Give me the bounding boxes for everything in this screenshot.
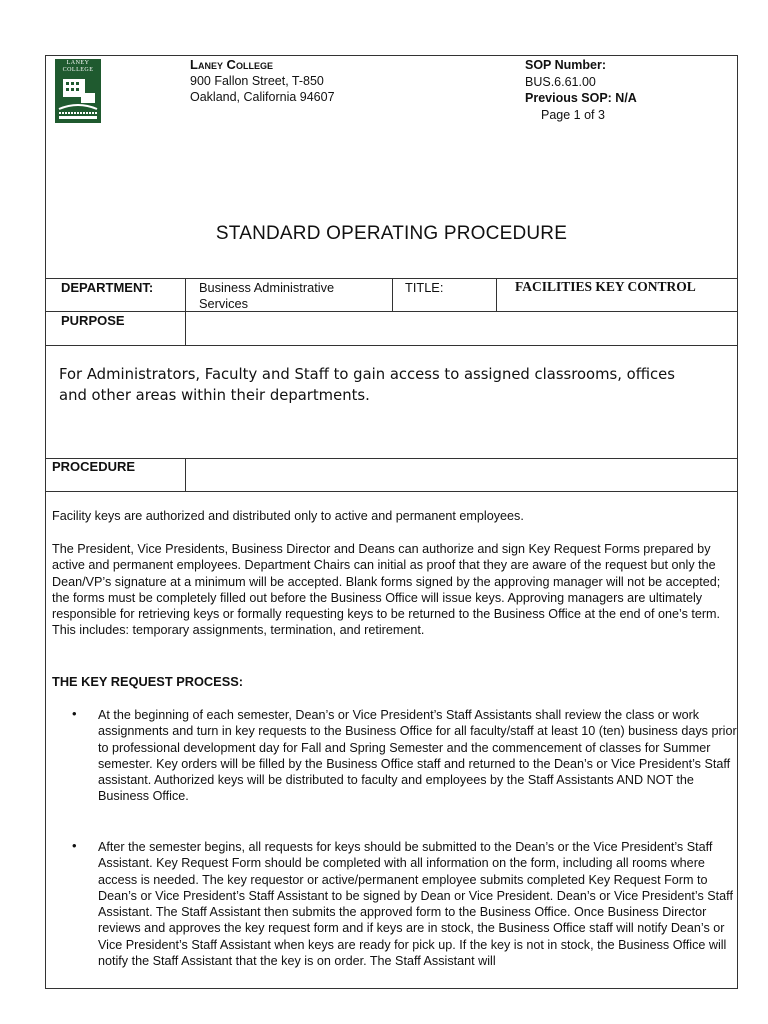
college-address-block xyxy=(190,57,335,105)
bullet-item-2: After the semester begins, all requests for keys should be submitted to the Dean’s or the Vice President’s Staff Assistant. Key Request Form should be completed with all information on the form, including all rooms where access is needed. The key requestor or active/permanent employee submits completed Key Request Form to Dean’s or Vice President’s Staff Assistant to be signed by Dean or Vice President. Dean’s or Vice President’s Staff Assistant. The Staff Assistant then submits the approved form to the Business Office. Once Business Director reviews and approves the key request form and if keys are in stock, the Business Office staff will notify Dean’s or Vice President’s Staff Assistant when keys are ready for pick up. If the key is not in stock, the Business Office will notify the Staff Assistant that the key is on order. The Staff Assistant will xyxy=(98,840,733,969)
document-page xyxy=(45,55,738,989)
department-value: Business Administrative Services xyxy=(199,280,335,311)
bullet-marker: • xyxy=(72,706,77,721)
bullet-item-1: At the beginning of each semester, Dean’s or Vice President’s Staff Assistants shall review the class or work assignments and turn in key requests to the Business Office for all faculty/staff at least 10 (ten) business days prior to professional development day for Fall and Spring Semester and the commencement of classes for Summer semester. Key orders will be filled by the Business Office staff and returned to the Dean’s or Vice President’s Staff assistant. Authorized keys will be distributed to faculty and employees by the Staff Assistants AND NOT the Business Office. xyxy=(98,708,737,804)
document-title: STANDARD OPERATING PROCEDURE xyxy=(215,223,568,244)
title-value: FACILITIES KEY CONTROL xyxy=(515,279,696,294)
logo-text-line1: LANEY xyxy=(66,60,90,66)
sop-number: BUS.6.61.00 xyxy=(525,74,596,89)
table-line xyxy=(46,345,737,346)
section-heading: THE KEY REQUEST PROCESS: xyxy=(52,674,244,689)
sop-info-block xyxy=(525,57,637,123)
paragraph-2-text: The President, Vice Presidents, Business Director and Deans can authorize and sign Key Request Forms prepared by active and permanent employees. Department Chairs can initial as proof that they are aware of the request but only the Dean/VP’s signature at a minimum will be accepted. Blank forms signed by the approving manager will not be accepted; the forms must be completely filled out before the Business Office will issue keys. Approving managers are ultimately responsible for retrieving keys or formally requesting keys to be returned to the Business Office at the end of one’s term. This includes: temporary assignments, termination, and retirement. xyxy=(52,542,721,638)
paragraph-1-text: Facility keys are authorized and distributed only to active and permanent employees. xyxy=(52,509,524,523)
logo-building-graphic xyxy=(55,59,101,123)
purpose-text: For Administrators, Faculty and Staff to gain access to assigned classrooms, offices and other areas within their departments. xyxy=(59,366,675,404)
procedure-label: PROCEDURE xyxy=(52,459,136,474)
sop-number-label: SOP Number: xyxy=(525,58,607,72)
paragraph-1 xyxy=(52,508,737,524)
page-info: Page 1 of 3 xyxy=(541,107,605,122)
paragraph-2 xyxy=(52,541,737,639)
college-name: Laney College xyxy=(190,57,273,72)
college-logo xyxy=(55,59,101,123)
department-label: DEPARTMENT: xyxy=(61,280,154,295)
table-line xyxy=(496,278,497,311)
previous-sop: Previous SOP: N/A xyxy=(525,91,637,105)
table-line xyxy=(392,278,393,311)
address-line-1: 900 Fallon Street, T-850 xyxy=(190,74,324,88)
table-line xyxy=(46,311,737,312)
bullet-marker: • xyxy=(72,838,77,853)
table-line xyxy=(185,458,186,491)
table-line xyxy=(46,491,737,492)
title-label: TITLE: xyxy=(405,280,444,295)
table-line xyxy=(46,458,737,459)
logo-text-line2: COLLEGE xyxy=(62,67,94,73)
purpose-label: PURPOSE xyxy=(61,313,125,328)
address-line-2: Oakland, California 94607 xyxy=(190,90,335,104)
